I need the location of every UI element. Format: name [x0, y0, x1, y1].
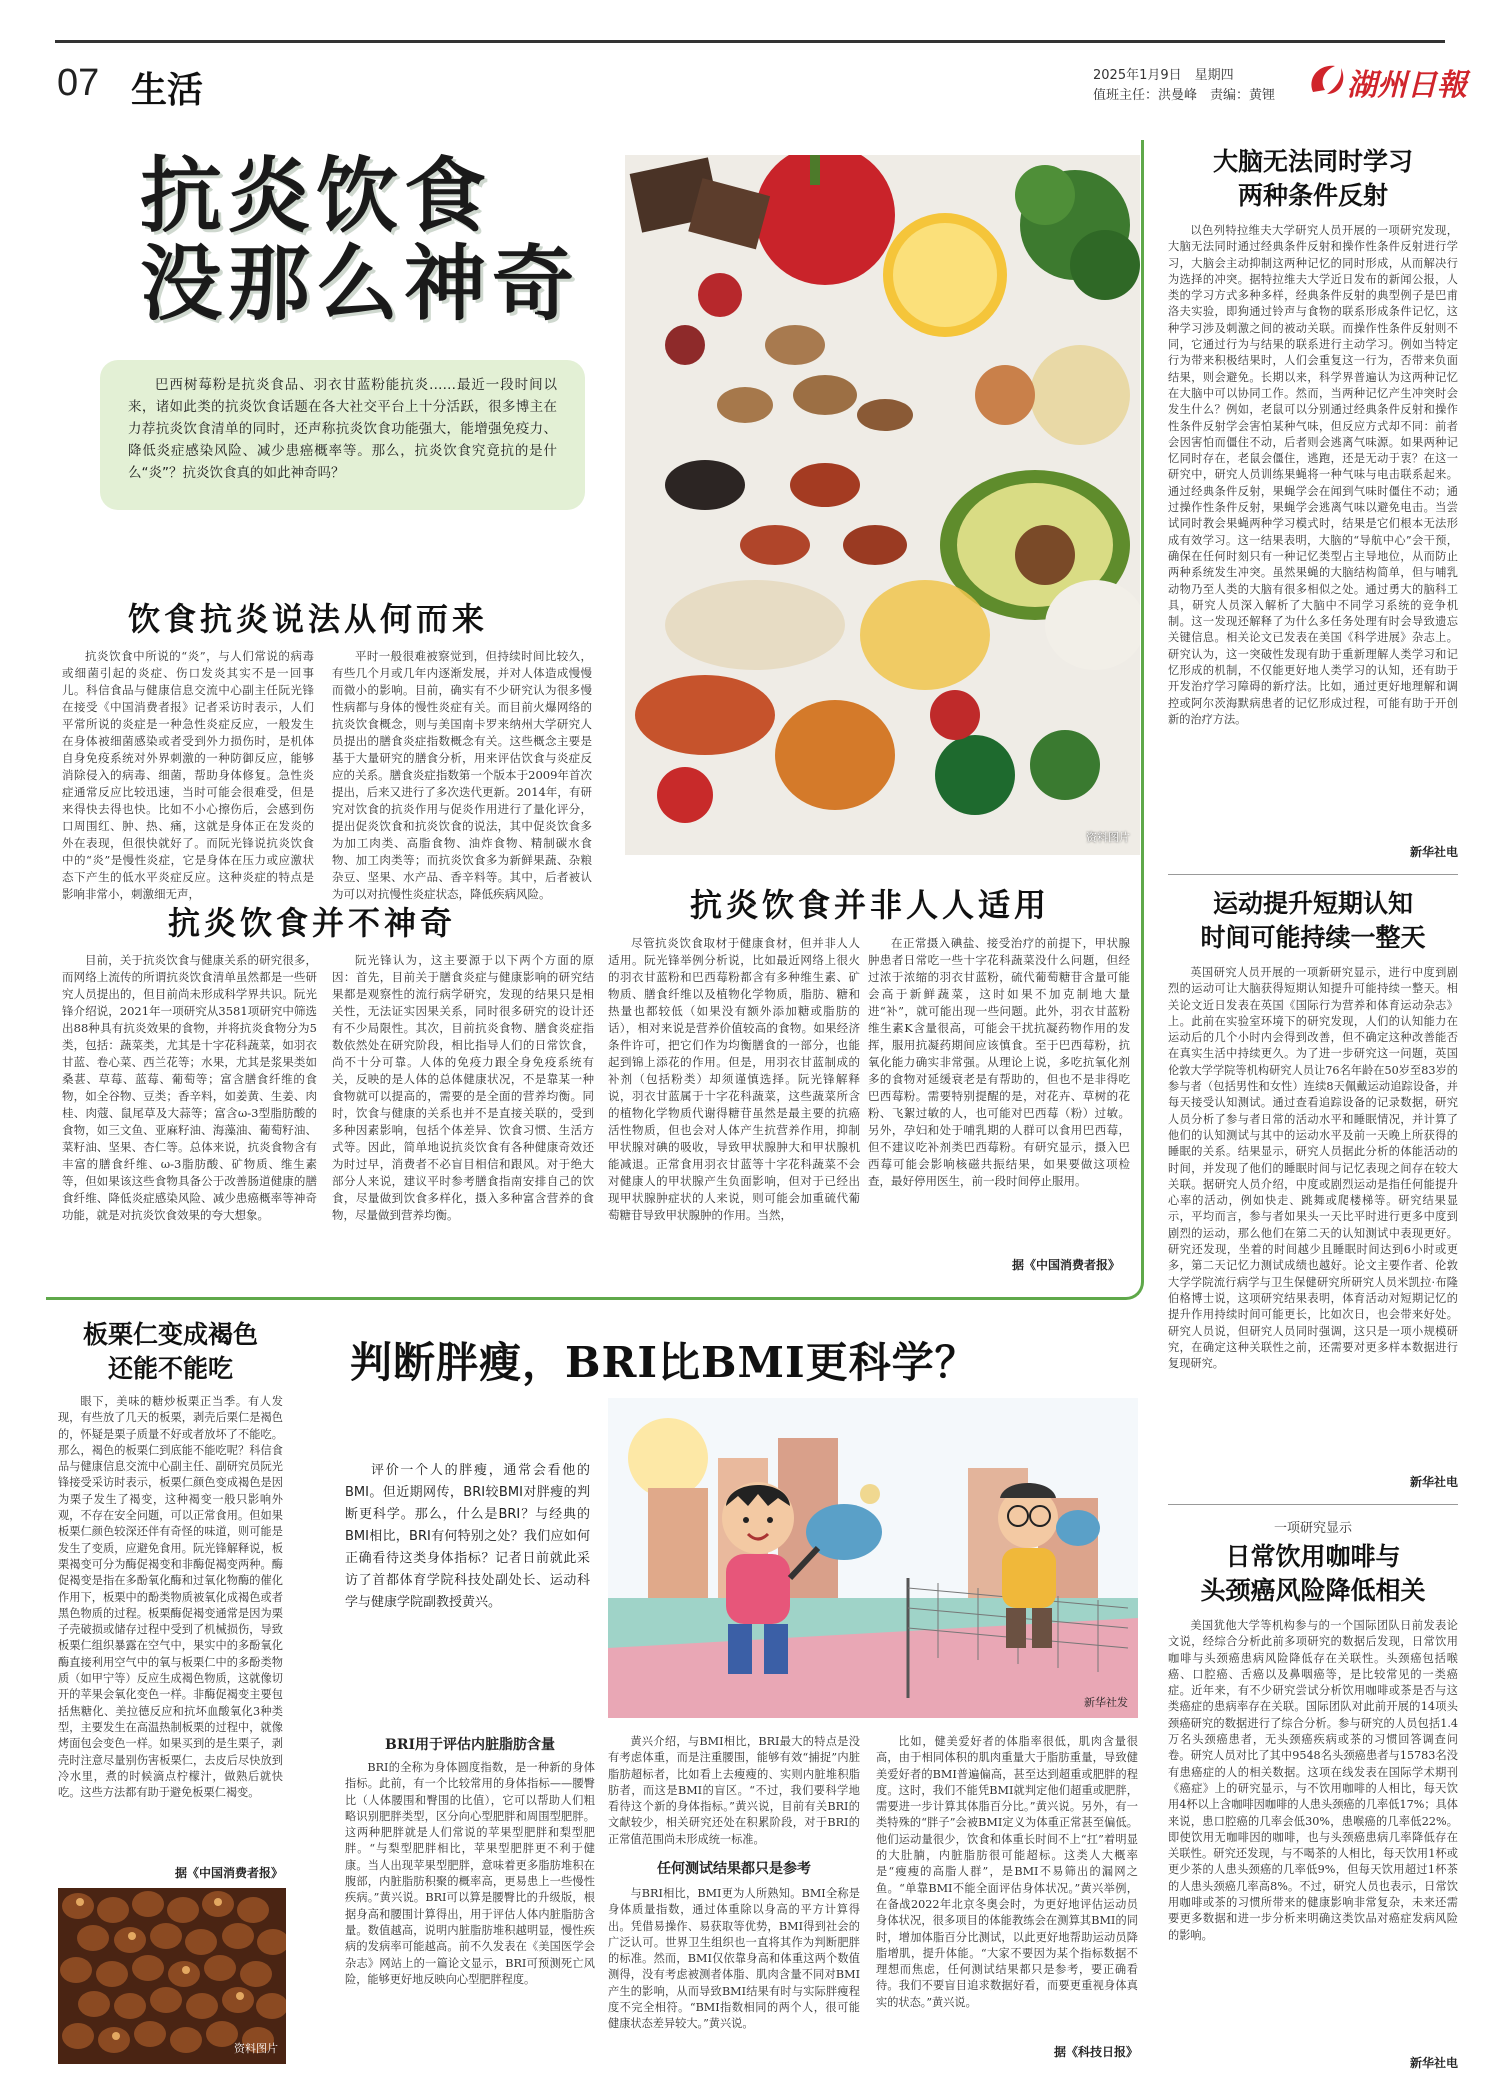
bri-cartoon	[608, 1398, 1138, 1718]
bri-col2	[608, 1734, 860, 2064]
bri-title: 判断胖瘦，BRI比BMI更科学？	[350, 1338, 978, 1387]
header-page-num: 07	[57, 62, 100, 104]
lead-text: 巴西树莓粉是抗炎食品、羽衣甘蓝粉能抗炎……最近一段时间以来，诸如此类的抗炎饮食话题在各大社交平台上十分活跃，很多博主在力荐抗炎饮食清单的同时，还声称抗炎饮食功能强大，能增强免疫力、降低炎症感染风险、减少患癌概率等。那么，抗炎饮食究竟抗的是什么“炎”？抗炎饮食真的如此神奇吗？	[128, 377, 557, 481]
coffee-article-title2: 头颈癌风险降低相关	[1200, 1576, 1426, 1605]
chestnut-photo-credit: 资料图片	[234, 2042, 278, 2055]
header-editor: 值班主任：洪曼峰 责编：黄锂	[1093, 88, 1276, 103]
chestnut-title1: 板栗仁变成褐色	[82, 1320, 258, 1349]
section2-col1: 目前，关于抗炎饮食与健康关系的研究很多，而网络上流传的所谓抗炎饮食清单虽然都是一些研究人员提出的，但目前尚未形成科学界共识。阮光锋介绍说，2021年一项研究从3581项研究中筛选出88种具有抗炎效果的食物，并将抗炎食物分为5类，包括：蔬菜类，尤其是十字花科蔬菜，如羽衣甘蓝、卷心菜、西兰花等；水果，尤其是浆果类如桑葚、草莓、蓝莓、葡萄等；富含膳食纤维的食物，如全谷物、豆类；香辛料，如姜黄、生姜、肉桂、肉蔻、鼠尾草及大蒜等；富含ω-3型脂肪酸的食物，如三文鱼、亚麻籽油、海藻油、葡萄籽油、菜籽油、坚果、杏仁等。总体来说，抗炎食物含有丰富的膳食纤维、ω-3脂肪酸、矿物质、维生素等，但如果该这些食物具备公于改善肠道健康的膳食纤维、降低炎症感染风险、减少患癌概率等神奇功能，就是对抗炎饮食效果的夸大想象。	[62, 953, 317, 1222]
chestnut-title2: 还能不能吃	[107, 1354, 233, 1383]
food-photo	[625, 155, 1140, 855]
logo-swirl-icon	[1305, 58, 1349, 102]
bri-subhead-b: 任何测试结果都只是参考	[657, 1861, 811, 1877]
lead-box	[100, 360, 585, 510]
coffee-article-text: 美国犹他大学等机构参与的一个国际团队日前发表论文说，经综合分析此前多项研究的数据后发现，日常饮用咖啡与头颈癌患病风险降低存在关联性。头颈癌包括喉癌、口腔癌、舌癌以及鼻咽癌等，是比较常见的一类癌症。近年来，有不少研究尝试分析饮用咖啡或茶是否与这类癌症的患病率存在关联。国际团队对此前开展的14项头颈癌研究的数据进行了综合分析。参与研究的人员包括1.4万名头颈癌患者，无头颈癌疾病或茶的习惯回答调查问卷。研究人员对比了其中9548名头颈癌患者与15783名没有患癌症的人的相关数据。这项在线发表在国际学术期刊《癌症》上的研究显示，与不饮用咖啡的人相比，每天饮用4杯以上含咖啡因咖啡的人患头颈癌的几率低17%；具体来说，患口腔癌的几率会低30%，患喉癌的几率低22%。即使饮用无咖啡因的咖啡，也与头颈癌患病几率降低存在关联性。研究还发现，与不喝茶的人相比，每天饮用1杯或更少茶的人患头颈癌的几率低9%，但每天饮用超过1杯茶的人患头颈癌几率高8%。不过，研究人员也表示，日常饮用咖啡或茶的习惯所带来的健康影响非常复杂，未来还需要更多数据和进一步分析来明确这类饮品对癌症发病风险的影响。	[1168, 1619, 1458, 1942]
exercise-article-title2: 时间可能持续一整天	[1200, 923, 1426, 952]
section3-heading: 抗炎饮食并非人人适用	[690, 886, 1051, 924]
coffee-article-kicker: 一项研究显示	[1273, 1521, 1352, 1536]
header-date: 2025年1月9日 星期四	[1093, 68, 1234, 83]
header-top-rule	[55, 40, 1445, 43]
exercise-article-text: 英国研究人员开展的一项新研究显示，进行中度到剧烈的运动可让大脑获得短期认知提升可能持续一整天。相关论文近日发表在英国《国际行为营养和体育运动杂志》上。此前在实验室环境下的研究发现，人们的认知能力在运动后的几个小时内会得到改善，但不确定这种改善能否在真实生活中持续更久。为了进一步研究这一问题，英国伦敦大学学院等机构研究人员让76名年龄在50岁至83岁的参与者（包括男性和女性）连续8天佩戴运动追踪设备，并每天接受认知测试。通过查看追踪设备的记录数据，研究人员分析了参与者日常的活动水平和睡眠情况，并计算了他们的认知测试与其中的运动水平及前一天晚上所获得的睡眠的关系。结果显示，研究人员据此分析的体能活动的时间，并发现了他们的睡眠时间与记忆表现之间存在较大关联。据研究人员介绍，中度或剧烈运动是指任何能提升心率的活动，例如快走、跳舞或爬楼梯等。研究结果显示，平均而言，参与者如果头一天比平时进行更多中度到剧烈的运动，那么他们在第二天的认知测试中表现更好。研究还发现，坐着的时间越少且睡眠时间达到6小时或更多，第二天记忆力测试成绩也越好。论文主要作者、伦敦大学学院流行病学与卫生保健研究所研究人员米凯拉·布隆伯格博士说，这项研究结果表明，体育活动对短期记忆的提升作用持续时间可能更长，比如次日，也会带来好处。研究人员说，但研究人员同时强调，这只是一项小规模研究，在确定这种关联性之前，还需要对更多样本数据进行复现研究。	[1168, 966, 1458, 1371]
paper-logo	[1305, 56, 1467, 104]
section3-col2: 在正常摄入碘盐、接受治疗的前提下，甲状腺肿患者日常吃一些十字花科蔬菜没什么问题，但经过浓于浓缩的羽衣甘蓝粉，硫代葡萄糖苷含量可能会高于新鲜蔬菜，这时如果不加克制地大量进“补”，就可能出现一些问题。此外，羽衣甘蓝粉维生素K含量很高，可能会干扰抗凝药物作用的发挥，服用抗凝药期间应该慎食。至于巴西莓粉，抗氧化能力确实非常强。从理论上说，多吃抗氧化剂多的食物对延缓衰老是有帮助的，但也不是非得吃巴西莓粉。需要特别提醒的是，对花卉、草树的花粉、飞絮过敏的人，也可能对巴西莓（粉）过敏。另外，孕妇和处于哺乳期的人群可以食用巴西莓，但不建议吃补剂类巴西莓粉。有研究显示，摄入巴西莓可能会影响核磁共振结果，如果要做这项检查，最好停用医生，前一段时间停止服用。	[868, 936, 1130, 1188]
exercise-article-source: 新华社电	[1409, 1475, 1458, 1489]
brain-article-source: 新华社电	[1409, 845, 1458, 859]
right-column	[1168, 145, 1458, 2070]
bri-col1	[345, 1734, 595, 2064]
coffee-article-title1: 日常饮用咖啡与	[1225, 1542, 1401, 1571]
header	[55, 40, 1467, 120]
bri-text-b1: 黄兴介绍，与BMI相比，BRI最大的特点是没有考虑体重，而是注重腰围，能够有效“捕捉”内脏脂肪超标者，比如看上去瘦瘦的、实则内脏堆积脂肪者，而这是BMI的盲区。“不过，我们要科学地看待这个新的身体指标。”黄兴说，目前有关BRI的文献较少，相关研究还处在积累阶段，对于BRI的正常值范围尚未形成统一标准。	[608, 1735, 860, 1846]
bri-source: 据《科技日报》	[1053, 2045, 1138, 2059]
coffee-article-source: 新华社电	[1409, 2056, 1458, 2070]
section3-col1: 尽管抗炎饮食取材于健康食材，但并非人人适用。阮光锋举例分析说，比如最近网络上很火的羽衣甘蓝粉和巴西莓粉都含有多种维生素、矿物质、膳食纤维以及植物化学物质，脂肪、糖和热量也都较低（如果没有额外添加糖或脂肪的话），相对来说是营养价值较高的食物。如果经济条件许可，把它们作为均衡膳食的一部分，也能起到锦上添花的作用。但是，用羽衣甘蓝制成的补剂（包括粉类）却须谨慎选择。阮光锋解释说，羽衣甘蓝属于十字花科蔬菜，这些蔬菜所含的植物化学物质代谢得糖苷虽然是最主要的抗癌活性物质，但也会对人体产生抗营养作用，抑制甲状腺对碘的吸收，导致甲状腺肿大和甲状腺机能减退。正常食用羽衣甘蓝等十字花科蔬菜不会对健康人的甲状腺产生负面影响，但对于已经出现甲状腺肿症状的人来说，则可能会加重硫代葡萄糖苷导致甲状腺肿的作用。当然，	[608, 936, 860, 1222]
brain-article-text: 以色列特拉维夫大学研究人员开展的一项研究发现，大脑无法同时通过经典条件反射和操作性条件反射进行学习，大脑会主动抑制这两种记忆的同时形成，从而解决行为选择的冲突。据特拉维夫大学近日发布的新闻公报，人类的学习方式多种多样，经典条件反射的典型例子是巴甫洛夫实验，即狗通过铃声与食物的联系形成条件记忆，这种学习涉及刺激之间的被动关联。而操作性条件反射则不同，它通过行为与结果的联系进行主动学习。例如当特定行为带来积极结果时，人们会重复这一行为，否带来负面结果，则会避免。长期以来，科学界普遍认为这两种记忆在大脑中可以协同工作。然而，当两种记忆产生冲突时会发生什么？例如，老鼠可以分别通过经典条件反射和操作性条件反射学会害怕某种气味，但反应方式却不同：前者会因害怕而僵住不动，后者则会逃离气味源。如果两种记忆同时存在，老鼠会僵住，逃跑，还是无动于衷？在这一研究中，研究人员训练果蝇将一种气味与电击联系起来。通过经典条件反射，果蝇学会在闻到气味时僵住不动；通过操作性条件反射，果蝇学会逃离气味以避免电击。当尝试同时教会果蝇两种学习模式时，结果是它们根本无法形成有效学习。这一结果表明，大脑的“导航中心”会干预，确保在任何时刻只有一种记忆类型占主导地位，从而防止两种系统发生冲突。虽然果蝇的大脑结构简单，但与哺乳动物乃至人类的大脑有很多相似之处。通过勇大的脑科工具，研究人员深入解析了大脑中不同学习系统的竞争机制。这一发现还解释了为什么多任务处理有时会导致遗忘关键信息。相关论文已发表在美国《科学进展》杂志上。研究认为，这一突破性发现有助于重新理解人类学习和记忆形成的机制，不仅能更好地人类学习的认知，还有助于开发治疗学习障碍的新疗法。比如，通过更好地理解和调控或阿尔茨海默病患者的记忆形成过程，可能有助于开创新的治疗方法。	[1168, 224, 1458, 726]
chestnut-text: 眼下，美味的糖炒板栗正当季。有人发现，有些放了几天的板栗，剥壳后栗仁是褐色的，怀疑是栗子质量不好或者放坏了不能吃。那么，褐色的板栗仁到底能不能吃呢？科信食品与健康信息交流中心副主任、副研究员阮光锋接受采访时表示，板栗仁颜色变成褐色是因为栗子发生了褐变，这种褐变一般只影响外观，不存在安全问题，可以正常食用。但如果板栗仁颜色较深还伴有奇怪的味道，则可能是发生了变质，应避免食用。阮光锋解释说，板栗褐变可分为酶促褐变和非酶促褐变两种。酶促褐变是指在多酚氧化酶和过氧化物酶的催化作用下，板栗中的酚类物质被氧化成褐色或者黑色物质的过程。板栗酶促褐变通常是因为栗子壳破损或储存过程中受到了机械损伤，导致板栗仁组织暴露在空气中，果实中的多酚氧化酶直接利用空气中的氧与板栗仁中的多酚类物质（如甲宁等）反应生成褐色物质，这就像切开的苹果会氧化变色一样。非酶促褐变主要包括焦糖化、美拉德反应和抗坏血酸氧化3种类型，主要发生在高温热制板栗的过程中，就像烤面包会变色一样。如果买到的是生栗子，剥壳时注意尽量别伤害板栗仁，去皮后尽快放到冷水里，煮的时候滴点柠檬汁，做熟后就快吃。这些方法都有助于避免板栗仁褐变。	[58, 1395, 283, 1800]
bri-cartoon-credit: 新华社发	[1084, 1696, 1128, 1709]
section2-heading: 抗炎饮食并不神奇	[168, 904, 457, 942]
bri-text-c: 比如，健美爱好者的体脂率很低，肌肉含量很高，由于相同体积的肌肉重量大于脂肪重量，导致健美爱好者的BMI普遍偏高，甚至达到超重或肥胖的程度。这时，我们不能凭BMI就判定他们超重或肥胖，需要进一步计算其体脂百分比。”黄兴说。另外，有一类特殊的“胖子”会被BMI定义为体重正常甚至偏低。他们运动量很少，饮食和体重长时间不上“扛”着明显的大肚腩，内脏脂肪很可能超标。这类人大概率是“瘦瘦的高脂人群”，是BMI不易筛出的漏网之鱼。“单靠BMI不能全面评估身体状况。”黄兴举例，在备战2022年北京冬奥会时，为更好地评估运动员身体状况，很多项目的体能教练会在测算其BMI的同时，增加体脂百分比测试，以此更好地帮助运动员降脂增肌，提升体能。“大家不要因为某个指标数据不理想而焦虑，任何测试结果都只是参考，要正确看待。我们不要盲目追求数据好看，而要更重视身体真实的状态。”黄兴说。	[876, 1735, 1138, 2009]
bri-text-a: BRI的全称为身体圆度指数，是一种新的身体指标。此前，有一个比较常用的身体指标——腰臀比（人体腰围和臀围的比值），它可以帮助人们粗略识别肥胖类型，区分向心型肥胖和周围型肥胖。这两种肥胖就是人们常说的苹果型肥胖和梨型肥胖。“与梨型肥胖相比，苹果型肥胖更不利于健康。当人出现苹果型肥胖，意味着更多脂肪堆积在腹部，内脏脂肪积聚的概率高，更易患上一些慢性疾病。”黄兴说。BRI可以算是腰臀比的升级版，根据身高和腰围计算得出，用于评估人体内脏脂肪含量。数值越高，说明内脏脂肪堆积越明显，慢性疾病的发病率可能越高。前不久发表在《美国医学会杂志》网站上的一篇论文显示，BRI可预测死亡风险，能够更好地反映向心型肥胖程度。	[345, 1761, 595, 1986]
section3-source: 据《中国消费者报》	[1011, 1258, 1120, 1272]
bri-subhead-a: BRI用于评估内脏脂肪含量	[384, 1737, 556, 1753]
bri-col3	[876, 1734, 1138, 2064]
food-photo-credit: 资料图片	[1086, 831, 1130, 844]
section1-heading: 饮食抗炎说法从何而来	[128, 600, 489, 638]
section1-col2: 平时一般很难被察觉到，但持续时间比较久，有些几个月或几年内逐渐发展，并对人体造成慢慢而微小的影响。目前，确实有不少研究认为很多慢性病都与身体的慢性炎症有关。而目前火爆网络的抗炎饮食概念，则与美国南卡罗来纳州大学研究人员提出的膳食炎症指数概念有关。这些概念主要是基于大量研究的膳食分析，用来评估饮食与炎症反应的关系。膳食炎症指数第一个版本于2009年首次提出，后来又进行了多次迭代更新。2014年，有研究对饮食的抗炎作用与促炎作用进行了量化评分，提出促炎饮食和抗炎饮食的说法，其中促炎饮食多为加工肉类、高脂食物、油炸食物、精制碳水食物、加工肉类等；而抗炎饮食多为新鲜果蔬、杂粮杂豆、坚果、水产品、香辛料等。其中，后者被认为可以对抗慢性炎症状态，降低疾病风险。	[332, 649, 592, 901]
bri-text-b2: 与BRI相比，BMI更为人所熟知。BMI全称是身体质量指数，通过体重除以身高的平方计算得出。凭借易操作、易获取等优势，BMI得到社会的广泛认可。世界卫生组织也一直将其作为判断肥胖的标准。然而，BMI仅依靠身高和体重这两个数值测得，没有考虑被测者体脂、肌肉含量不同对BMI产生的影响，从而导致BMI结果有时与实际胖瘦程度不完全相符。“BMI指数相同的两个人，很可能健康状态差异较大。”黄兴说。	[608, 1887, 860, 2031]
brain-article-title2: 两种条件反射	[1237, 181, 1388, 210]
exercise-article-title1: 运动提升短期认知	[1212, 889, 1413, 918]
brain-article-title1: 大脑无法同时学习	[1212, 147, 1413, 176]
header-section: 生活	[131, 70, 204, 111]
chestnut-photo	[58, 1888, 286, 2064]
chestnut-source: 据《中国消费者报》	[174, 1866, 283, 1880]
main-title-line2: 没那么神奇	[140, 236, 581, 332]
section2-col2: 阮光锋认为，这主要源于以下两个方面的原因：首先，目前关于膳食炎症与健康影响的研究结果都是观察性的流行病学研究，发现的结果只是相关性，无法证实因果关系，同时很多研究的设计还有不少局限性。其次，目前抗炎食物、膳食炎症指数依然处在研究阶段，相比指导人们的日常饮食，尚不十分可靠。人体的免疫力跟全身免疫系统有关，反映的是人体的总体健康状况，不是靠某一种食物就可以提高的，需要的是全面的营养均衡。同时，饮食与健康的关系也并不是直接关联的，受到多种因素影响，包括个体差异、饮食习惯、生活方式等。因此，简单地说抗炎饮食有各种健康奇效还为时过早，消费者不必盲目相信和跟风。对于绝大部分人来说，建议平时参考膳食指南安排自己的饮食，尽量做到饮食多样化，摄入多种富含营养的食物，尽量做到营养均衡。	[332, 953, 594, 1222]
paper-name: 湖州日報	[1347, 68, 1467, 103]
main-title-line1: 抗炎饮食	[140, 148, 493, 244]
section1-col1: 抗炎饮食中所说的“炎”，与人们常说的病毒或细菌引起的炎症、伤口发炎其实不是一回事儿。科信食品与健康信息交流中心副主任阮光锋在接受《中国消费者报》记者采访时表示，人们平常所说的炎症是一种急性炎症反应，一般发生在身体被细菌感染或者受到外力损伤时，是机体自身免疫系统对外界刺激的一种防御反应，能够消除侵入的病毒、细菌，帮助身体修复。急性炎症通常反应比较迅速，当时可能会很难受，但是来得快去得也快。比如不小心擦伤后，会感到伤口周围红、肿、热、痛，这就是身体正在发炎的外在表现，但很快就好了。而阮光锋说抗炎饮食中的“炎”是慢性炎症，它是身体在压力或应激状态下产生的低水平炎症反应。这种炎症的特点是影响非常小，刺激细无声，	[62, 649, 314, 901]
bri-lead: 评价一个人的胖瘦，通常会看他的BMI。但近期网传，BRI较BMI对胖瘦的判断更科学。那么，什么是BRI？与经典的BMI相比，BRI有何特别之处？我们应如何正确看待这类身体指标？记者日前就此采访了首都体育学院科技处副处长、运动科学与健康学院副教授黄兴。	[345, 1463, 590, 1610]
